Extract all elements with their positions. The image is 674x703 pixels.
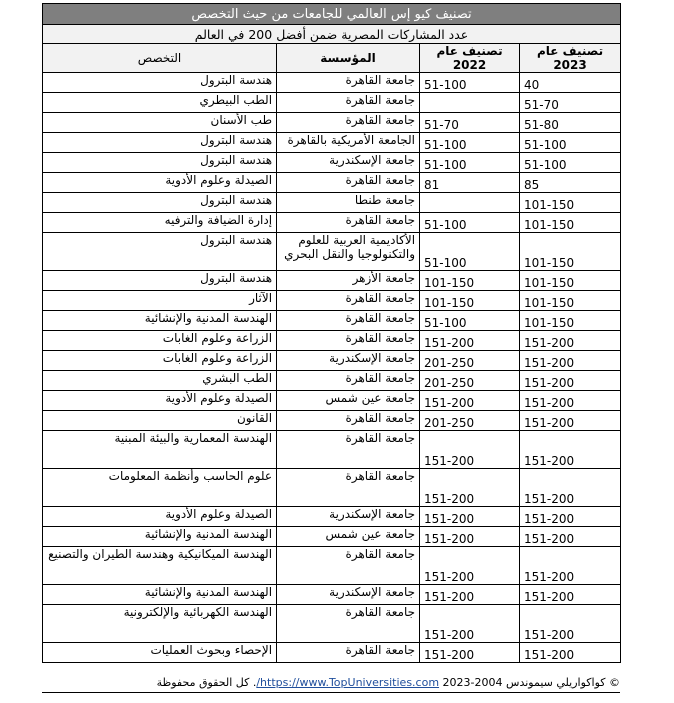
table-row	[43, 73, 621, 93]
table-title: تصنيف كيو إس العالمي للجامعات من حيث التخصص	[43, 4, 621, 25]
institution-cell: جامعة القاهرة	[277, 371, 420, 391]
rank-2022-cell: 151-200	[420, 469, 520, 507]
rank-2023-cell: 101-150	[520, 193, 621, 213]
specialty-cell: القانون	[43, 411, 277, 431]
institution-cell: جامعة عين شمس	[277, 391, 420, 411]
rank-2022-cell: 151-200	[420, 331, 520, 351]
institution-cell: جامعة القاهرة	[277, 605, 420, 643]
table-row	[43, 153, 621, 173]
institution-cell: الجامعة الأمريكية بالقاهرة	[277, 133, 420, 153]
table-row	[43, 431, 621, 469]
specialty-cell: الطب البشري	[43, 371, 277, 391]
specialty-cell: إدارة الضيافة والترفيه	[43, 213, 277, 233]
table-row	[43, 133, 621, 153]
specialty-cell: الهندسة الميكانيكية وهندسة الطيران والتصنيع	[43, 547, 277, 585]
specialty-cell: الإحصاء وبحوث العمليات	[43, 643, 277, 663]
institution-cell: جامعة القاهرة	[277, 311, 420, 331]
footer-copyright: © كواكواريلي سيموندس 2004-2023	[442, 676, 620, 689]
rank-2023-cell: 151-200	[520, 431, 621, 469]
institution-cell: جامعة القاهرة	[277, 291, 420, 311]
rank-2023-cell: 101-150	[520, 311, 621, 331]
institution-cell: جامعة القاهرة	[277, 643, 420, 663]
rank-2023-cell: 40	[520, 73, 621, 93]
rank-2022-cell: 51-100	[420, 153, 520, 173]
specialty-cell: الزراعة وعلوم الغابات	[43, 331, 277, 351]
rank-2023-cell: 101-150	[520, 233, 621, 271]
institution-cell: جامعة القاهرة	[277, 93, 420, 113]
rank-2022-cell: 151-200	[420, 431, 520, 469]
specialty-cell: هندسة البترول	[43, 73, 277, 93]
institution-cell: جامعة القاهرة	[277, 73, 420, 93]
table-row	[43, 331, 621, 351]
specialty-cell: هندسة البترول	[43, 133, 277, 153]
table-row	[43, 113, 621, 133]
specialty-cell: هندسة البترول	[43, 153, 277, 173]
specialty-cell: هندسة البترول	[43, 193, 277, 213]
table-row	[43, 547, 621, 585]
rank-2022-cell: 51-70	[420, 113, 520, 133]
specialty-cell: الآثار	[43, 291, 277, 311]
header-rank-2022: تصنيف عام 2022	[420, 44, 520, 73]
footer-link[interactable]: https://www.TopUniversities.com/	[256, 676, 440, 689]
table-row	[43, 371, 621, 391]
rank-2022-cell: 151-200	[420, 391, 520, 411]
rank-2023-cell: 51-100	[520, 153, 621, 173]
rank-2023-cell: 51-100	[520, 133, 621, 153]
table-body	[43, 73, 621, 663]
institution-cell: جامعة الإسكندرية	[277, 351, 420, 371]
rank-2023-cell: 151-200	[520, 469, 621, 507]
rank-2022-cell: 151-200	[420, 643, 520, 663]
rank-2023-cell: 151-200	[520, 507, 621, 527]
specialty-cell: الهندسة المدنية والإنشائية	[43, 585, 277, 605]
rank-2023-cell: 151-200	[520, 585, 621, 605]
rank-2023-cell: 151-200	[520, 643, 621, 663]
table-row	[43, 213, 621, 233]
institution-cell: جامعة القاهرة	[277, 547, 420, 585]
rank-2023-cell: 151-200	[520, 351, 621, 371]
institution-cell: الأكاديمية العربية للعلوم والتكنولوجيا والنقل البحري	[277, 233, 420, 271]
specialty-cell: الصيدلة وعلوم الأدوية	[43, 391, 277, 411]
rank-2022-cell: 51-100	[420, 233, 520, 271]
rank-2022-cell	[420, 193, 520, 213]
table-row	[43, 311, 621, 331]
table-row	[43, 271, 621, 291]
rank-2023-cell: 151-200	[520, 371, 621, 391]
rank-2022-cell: 51-100	[420, 133, 520, 153]
institution-cell: جامعة القاهرة	[277, 431, 420, 469]
institution-cell: جامعة الإسكندرية	[277, 585, 420, 605]
rank-2022-cell: 51-100	[420, 213, 520, 233]
rank-2023-cell: 151-200	[520, 391, 621, 411]
table-subtitle: عدد المشاركات المصرية ضمن أفضل 200 في العالم	[43, 25, 621, 44]
institution-cell: جامعة القاهرة	[277, 331, 420, 351]
rank-2023-cell: 51-70	[520, 93, 621, 113]
rank-2022-cell: 101-150	[420, 271, 520, 291]
institution-cell: جامعة القاهرة	[277, 411, 420, 431]
rank-2022-cell: 81	[420, 173, 520, 193]
rank-2023-cell: 101-150	[520, 213, 621, 233]
rank-2022-cell: 101-150	[420, 291, 520, 311]
rank-2023-cell: 151-200	[520, 547, 621, 585]
header-institution: المؤسسة	[277, 44, 420, 73]
table-row	[43, 585, 621, 605]
specialty-cell: الهندسة المدنية والإنشائية	[43, 527, 277, 547]
table-row	[43, 605, 621, 643]
table-row	[43, 469, 621, 507]
ranking-table	[42, 3, 621, 663]
institution-cell: جامعة القاهرة	[277, 113, 420, 133]
rank-2022-cell: 151-200	[420, 527, 520, 547]
specialty-cell: الهندسة الكهربائية والإلكترونية	[43, 605, 277, 643]
specialty-cell: الزراعة وعلوم الغابات	[43, 351, 277, 371]
table-row	[43, 351, 621, 371]
table-row	[43, 507, 621, 527]
institution-cell: جامعة الإسكندرية	[277, 507, 420, 527]
rank-2022-cell: 51-100	[420, 311, 520, 331]
institution-cell: جامعة الأزهر	[277, 271, 420, 291]
table-row	[43, 193, 621, 213]
table-row	[43, 391, 621, 411]
rank-2023-cell: 151-200	[520, 411, 621, 431]
header-specialty: التخصص	[43, 44, 277, 73]
table-row	[43, 291, 621, 311]
footer-rights: كل الحقوق محفوظة	[156, 676, 250, 689]
table-row	[43, 173, 621, 193]
institution-cell: جامعة القاهرة	[277, 213, 420, 233]
rank-2022-cell: 201-250	[420, 371, 520, 391]
institution-cell: جامعة طنطا	[277, 193, 420, 213]
rank-2022-cell: 201-250	[420, 411, 520, 431]
header-rank-2023: تصنيف عام 2023	[520, 44, 621, 73]
rank-2023-cell: 151-200	[520, 331, 621, 351]
rank-2023-cell: 85	[520, 173, 621, 193]
specialty-cell: الهندسة المعمارية والبيئة المبنية	[43, 431, 277, 469]
rank-2022-cell: 201-250	[420, 351, 520, 371]
specialty-cell: الصيدلة وعلوم الأدوية	[43, 507, 277, 527]
rank-2022-cell: 151-200	[420, 605, 520, 643]
institution-cell: جامعة القاهرة	[277, 173, 420, 193]
specialty-cell: هندسة البترول	[43, 271, 277, 291]
institution-cell: جامعة عين شمس	[277, 527, 420, 547]
rank-2022-cell: 51-100	[420, 73, 520, 93]
specialty-cell: الصيدلة وعلوم الأدوية	[43, 173, 277, 193]
table-row	[43, 411, 621, 431]
rank-2023-cell: 101-150	[520, 291, 621, 311]
rank-2023-cell: 51-80	[520, 113, 621, 133]
table-row	[43, 643, 621, 663]
specialty-cell: علوم الحاسب وأنظمة المعلومات	[43, 469, 277, 507]
rank-2023-cell: 101-150	[520, 271, 621, 291]
specialty-cell: الطب البيطري	[43, 93, 277, 113]
rank-2023-cell: 151-200	[520, 527, 621, 547]
rank-2022-cell	[420, 93, 520, 113]
table-row	[43, 93, 621, 113]
ranking-table-container	[42, 3, 620, 663]
rank-2022-cell: 151-200	[420, 547, 520, 585]
footer: © كواكواريلي سيموندس 2004-2023 https://www.TopUniversities.com/. كل الحقوق محفوظة	[42, 676, 620, 693]
specialty-cell: الهندسة المدنية والإنشائية	[43, 311, 277, 331]
institution-cell: جامعة القاهرة	[277, 469, 420, 507]
rank-2023-cell: 151-200	[520, 605, 621, 643]
table-row	[43, 527, 621, 547]
specialty-cell: هندسة البترول	[43, 233, 277, 271]
rank-2022-cell: 151-200	[420, 585, 520, 605]
rank-2022-cell: 151-200	[420, 507, 520, 527]
specialty-cell: طب الأسنان	[43, 113, 277, 133]
institution-cell: جامعة الإسكندرية	[277, 153, 420, 173]
table-row	[43, 233, 621, 271]
